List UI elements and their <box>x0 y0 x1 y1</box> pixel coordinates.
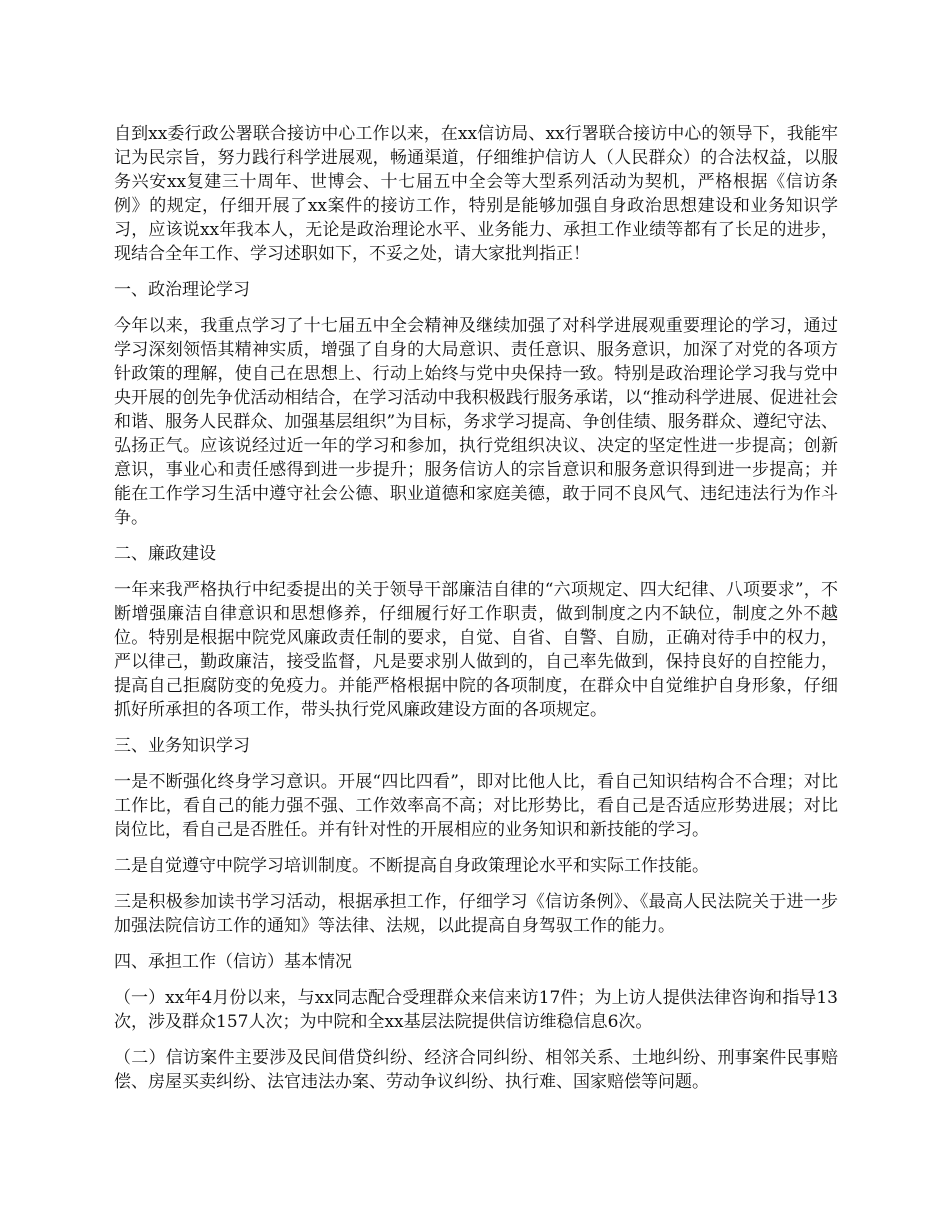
section-1-paragraph: 今年以来，我重点学习了十七届五中全会精神及继续加强了对科学进展观重要理论的学习，通过学习深刻领悟其精神实质，增强了自身的大局意识、责任意识、服务意识，加深了对党的各项方针政策的理解，使自己在思想上、行动上始终与党中央保持一致。特别是政治理论学习我与党中央开展的创先争优活动相结合，在学习活动中我积极践行服务承诺，以“推动科学进展、促进社会和谐、服务人民群众、加强基层组织”为目标，务求学习提高、争创佳绩、服务群众、遵纪守法、弘扬正气。应该说经过近一年的学习和参加，执行党组织决议、决定的坚定性进一步提高；创新意识，事业心和责任感得到进一步提升；服务信访人的宗旨意识和服务意识得到进一步提高；并能在工作学习生活中遵守社会公德、职业道德和家庭美德，敢于同不良风气、违纪违法行为作斗争。 <box>114 316 838 528</box>
section-heading-2: 二、廉政建设 <box>114 544 216 564</box>
section-2-paragraph: 一年来我严格执行中纪委提出的关于领导干部廉洁自律的“六项规定、四大纪律、八项要求”，不断增强廉洁自律意识和思想修养，仔细履行好工作职责，做到制度之内不缺位，制度之外不越位。特别是根据中院党风廉政责任制的要求，自觉、自省、自警、自励，正确对待手中的权力，严以律己，勤政廉洁，接受监督，凡是要求别人做到的，自己率先做到，保持良好的自控能力，提高自己拒腐防变的免疫力。并能严格根据中院的各项制度，在群众中自觉维护自身形象，仔细抓好所承担的各项工作，带头执行党风廉政建设方面的各项规定。 <box>114 580 838 720</box>
section-4-paragraph-1: （一）xx年4月份以来，与xx同志配合受理群众来信来访17件；为上访人提供法律咨询和指导13次，涉及群众157人次；为中院和全xx基层法院提供信访维稳信息6次。 <box>114 988 838 1032</box>
section-3-paragraph-3: 三是积极参加读书学习活动，根据承担工作，仔细学习《信访条例》、《最高人民法院关于进一步加强法院信访工作的通知》等法律、法规，以此提高自身驾驭工作的能力。 <box>114 892 838 936</box>
section-heading-4: 四、承担工作（信访）基本情况 <box>114 952 352 972</box>
section-heading-3: 三、业务知识学习 <box>114 736 250 756</box>
section-3-paragraph-2: 二是自觉遵守中院学习培训制度。不断提高自身政策理论水平和实际工作技能。 <box>114 856 709 876</box>
document-body <box>114 122 838 1106</box>
section-heading-1: 一、政治理论学习 <box>114 280 250 300</box>
section-3-paragraph-1: 一是不断强化终身学习意识。开展“四比四看”，即对比他人比，看自己知识结构合不合理；对比工作比，看自己的能力强不强、工作效率高不高；对比形势比，看自己是否适应形势进展；对比岗位比，看自己是否胜任。并有针对性的开展相应的业务知识和新技能的学习。 <box>114 772 838 840</box>
section-4-paragraph-2: （二）信访案件主要涉及民间借贷纠纷、经济合同纠纷、相邻关系、土地纠纷、刑事案件民事赔偿、房屋买卖纠纷、法官违法办案、劳动争议纠纷、执行难、国家赔偿等问题。 <box>114 1048 838 1092</box>
intro-paragraph: 自到xx委行政公署联合接访中心工作以来，在xx信访局、xx行署联合接访中心的领导下，我能牢记为民宗旨，努力践行科学进展观，畅通渠道，仔细维护信访人（人民群众）的合法权益，以服务兴安xx复建三十周年、世博会、十七届五中全会等大型系列活动为契机，严格根据《信访条例》的规定，仔细开展了xx案件的接访工作，特别是能够加强自身政治思想建设和业务知识学习，应该说xx年我本人，无论是政治理论水平、业务能力、承担工作业绩等都有了长足的进步，现结合全年工作、学习述职如下，不妥之处，请大家批判指正！ <box>114 124 838 264</box>
